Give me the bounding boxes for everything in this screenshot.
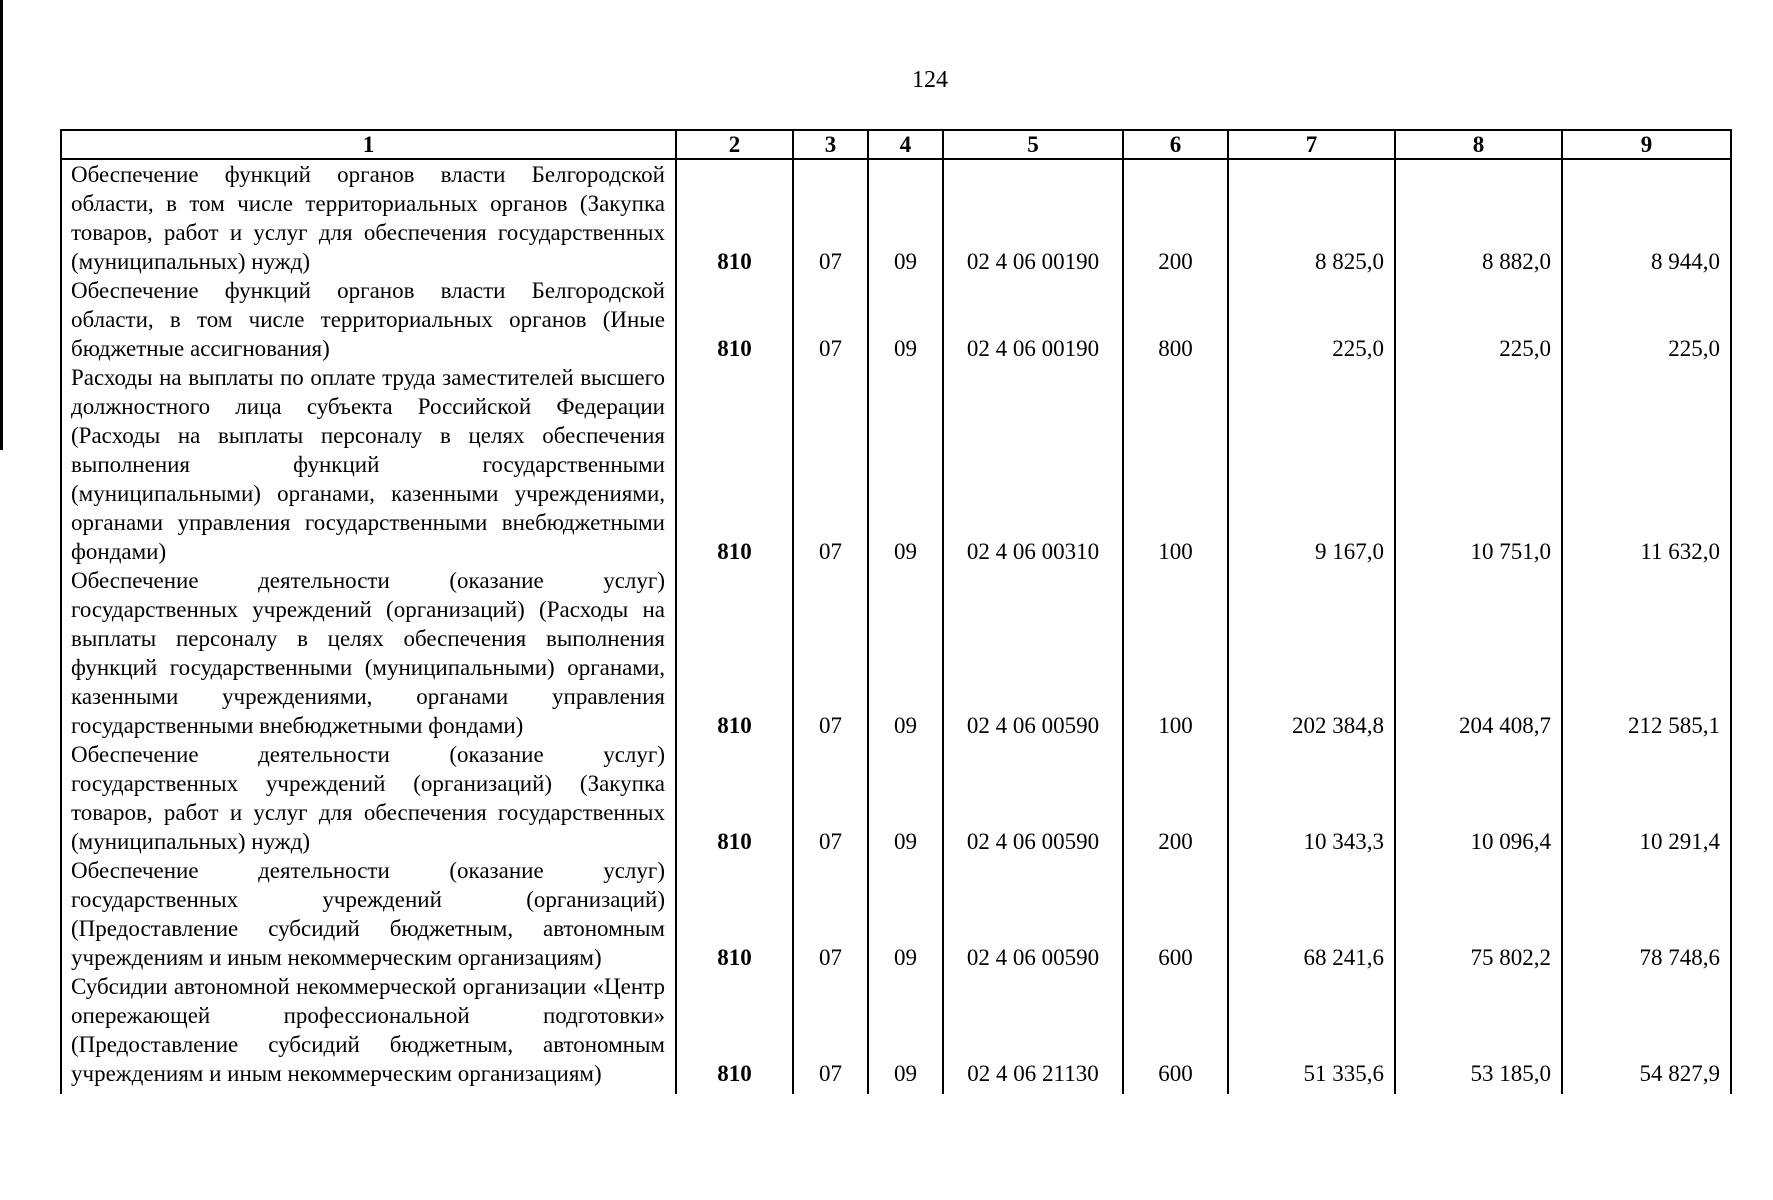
table-row xyxy=(61,566,1731,740)
amount-col-9: 225,0 xyxy=(1562,276,1731,363)
table-row xyxy=(61,363,1731,566)
subsection-code: 09 xyxy=(868,566,943,740)
column-header-4: 4 xyxy=(868,130,943,159)
ministry-code: 810 xyxy=(676,856,793,972)
amount-col-9: 78 748,6 xyxy=(1562,856,1731,972)
amount-col-8: 8 882,0 xyxy=(1395,159,1562,276)
target-article-code: 02 4 06 00190 xyxy=(943,159,1123,276)
subsection-code: 09 xyxy=(868,276,943,363)
amount-col-7: 51 335,6 xyxy=(1228,972,1395,1088)
expense-type-code: 200 xyxy=(1123,740,1228,856)
table-row xyxy=(61,972,1731,1088)
section-code: 07 xyxy=(793,972,868,1088)
section-code: 07 xyxy=(793,159,868,276)
row-description: Обеспечение функций органов власти Белгородской области, в том числе территориальных органов (Закупка товаров, работ и услуг для обеспечения государственных (муниципальных) нужд) xyxy=(61,159,676,276)
column-header-2: 2 xyxy=(676,130,793,159)
target-article-code: 02 4 06 00590 xyxy=(943,740,1123,856)
expense-type-code: 600 xyxy=(1123,972,1228,1088)
ministry-code: 810 xyxy=(676,363,793,566)
amount-col-7: 68 241,6 xyxy=(1228,856,1395,972)
row-description: Обеспечение деятельности (оказание услуг) государственных учреждений (организаций) (Предоставление субсидий бюджетным, автономным учреждениям и иным некоммерческим организациям) xyxy=(61,856,676,972)
subsection-code: 09 xyxy=(868,159,943,276)
target-article-code: 02 4 06 00590 xyxy=(943,856,1123,972)
table-row xyxy=(61,856,1731,972)
subsection-code: 09 xyxy=(868,363,943,566)
subsection-code: 09 xyxy=(868,972,943,1088)
expense-type-code: 800 xyxy=(1123,276,1228,363)
budget-table xyxy=(60,129,1732,1094)
amount-col-9: 54 827,9 xyxy=(1562,972,1731,1088)
amount-col-9: 10 291,4 xyxy=(1562,740,1731,856)
subsection-code: 09 xyxy=(868,856,943,972)
page-number: 124 xyxy=(912,67,948,93)
row-description: Расходы на выплаты по оплате труда заместителей высшего должностного лица субъекта Российской Федерации (Расходы на выплаты персоналу в целях обеспечения выполнения функций государственными (муниципальными) органами, казенными учреждениями, органами управления государственными внебюджетными фондами) xyxy=(61,363,676,566)
column-header-7: 7 xyxy=(1228,130,1395,159)
amount-col-7: 225,0 xyxy=(1228,276,1395,363)
column-header-6: 6 xyxy=(1123,130,1228,159)
table-row xyxy=(61,740,1731,856)
row-description: Обеспечение деятельности (оказание услуг) государственных учреждений (организаций) (Расходы на выплаты персоналу в целях обеспечения выполнения функций государственными (муниципальными) органами, казенными учреждениями, органами управления государственными внебюджетными фондами) xyxy=(61,566,676,740)
row-description: Субсидии автономной некоммерческой организации «Центр опережающей профессиональной подготовки» (Предоставление субсидий бюджетным, автономным учреждениям и иным некоммерческим организациям) xyxy=(61,972,676,1088)
expense-type-code: 600 xyxy=(1123,856,1228,972)
ministry-code: 810 xyxy=(676,159,793,276)
section-code: 07 xyxy=(793,856,868,972)
ministry-code: 810 xyxy=(676,566,793,740)
column-header-9: 9 xyxy=(1562,130,1731,159)
amount-col-7: 8 825,0 xyxy=(1228,159,1395,276)
table-row xyxy=(61,276,1731,363)
section-code: 07 xyxy=(793,276,868,363)
amount-col-9: 11 632,0 xyxy=(1562,363,1731,566)
table-row xyxy=(61,159,1731,276)
subsection-code: 09 xyxy=(868,740,943,856)
header-row xyxy=(61,130,1731,159)
target-article-code: 02 4 06 21130 xyxy=(943,972,1123,1088)
target-article-code: 02 4 06 00590 xyxy=(943,566,1123,740)
amount-col-8: 75 802,2 xyxy=(1395,856,1562,972)
amount-col-7: 202 384,8 xyxy=(1228,566,1395,740)
expense-type-code: 200 xyxy=(1123,159,1228,276)
amount-col-9: 212 585,1 xyxy=(1562,566,1731,740)
ministry-code: 810 xyxy=(676,972,793,1088)
amount-col-8: 204 408,7 xyxy=(1395,566,1562,740)
ministry-code: 810 xyxy=(676,276,793,363)
row-description: Обеспечение деятельности (оказание услуг) государственных учреждений (организаций) (Закупка товаров, работ и услуг для обеспечения государственных (муниципальных) нужд) xyxy=(61,740,676,856)
column-header-5: 5 xyxy=(943,130,1123,159)
amount-col-7: 9 167,0 xyxy=(1228,363,1395,566)
amount-col-7: 10 343,3 xyxy=(1228,740,1395,856)
row-description: Обеспечение функций органов власти Белгородской области, в том числе территориальных органов (Иные бюджетные ассигнования) xyxy=(61,276,676,363)
section-code: 07 xyxy=(793,740,868,856)
column-header-1: 1 xyxy=(61,130,676,159)
amount-col-8: 10 751,0 xyxy=(1395,363,1562,566)
amount-col-8: 53 185,0 xyxy=(1395,972,1562,1088)
amount-col-8: 10 096,4 xyxy=(1395,740,1562,856)
expense-type-code: 100 xyxy=(1123,566,1228,740)
section-code: 07 xyxy=(793,363,868,566)
ministry-code: 810 xyxy=(676,740,793,856)
amount-col-9: 8 944,0 xyxy=(1562,159,1731,276)
amount-col-8: 225,0 xyxy=(1395,276,1562,363)
column-header-8: 8 xyxy=(1395,130,1562,159)
section-code: 07 xyxy=(793,566,868,740)
target-article-code: 02 4 06 00310 xyxy=(943,363,1123,566)
expense-type-code: 100 xyxy=(1123,363,1228,566)
column-header-3: 3 xyxy=(793,130,868,159)
table-bottom-spacer xyxy=(61,1088,1731,1094)
target-article-code: 02 4 06 00190 xyxy=(943,276,1123,363)
